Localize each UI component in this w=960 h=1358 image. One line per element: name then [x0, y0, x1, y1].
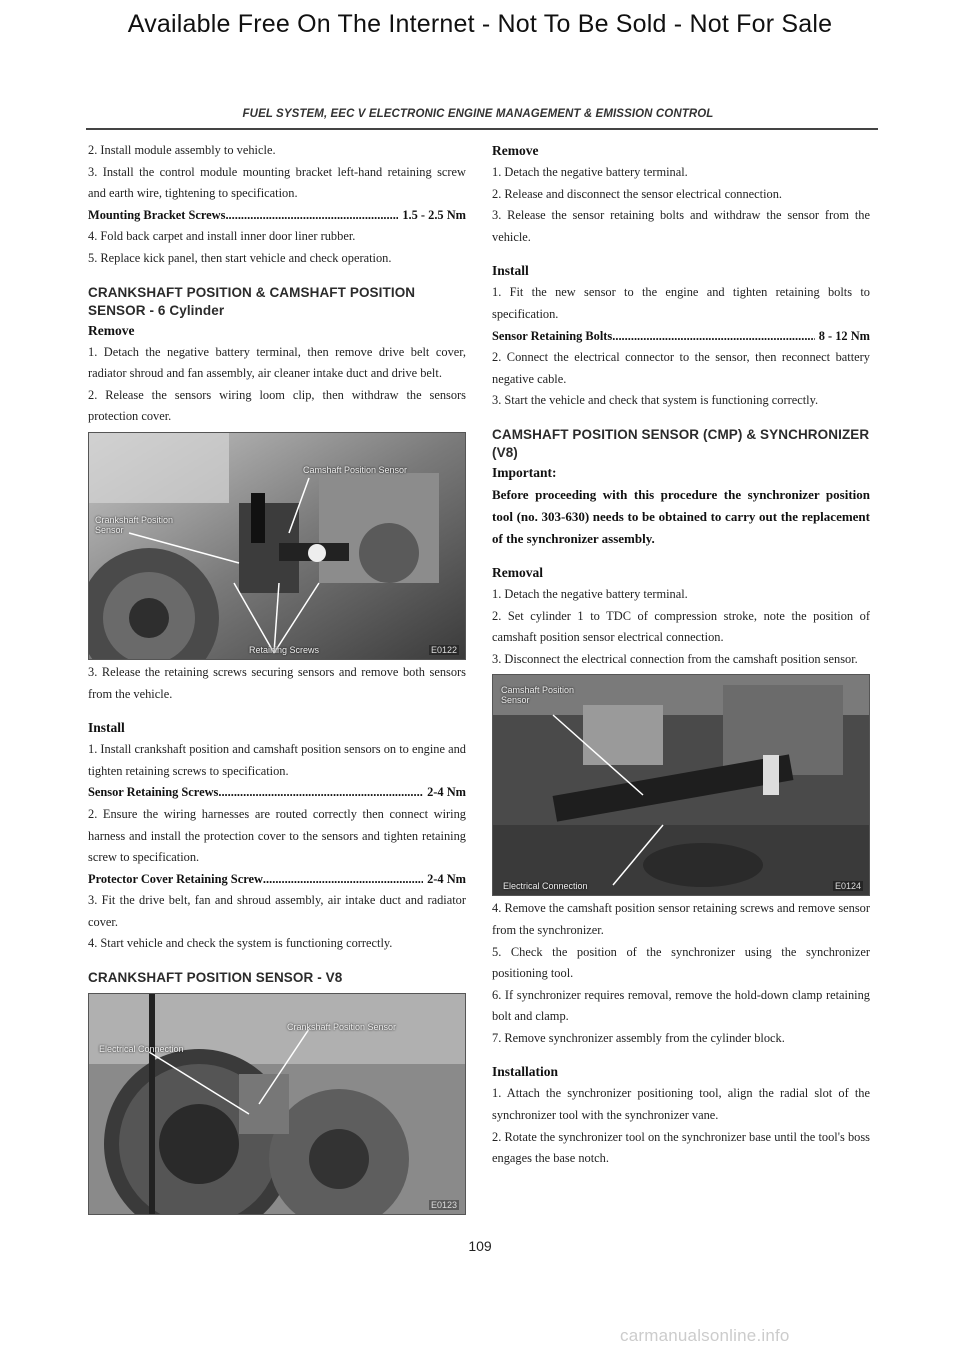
subheading-install: Install [88, 720, 125, 736]
paragraph: 4. Remove the camshaft position sensor retaining screws and remove sensor from the synchronizer. [492, 901, 870, 937]
paragraph: 3. Release the retaining screws securing sensors and remove both sensors from the vehicle. [88, 664, 466, 701]
engine-photo-v8-crank [88, 993, 466, 1215]
engine-photo-v8-cam [492, 674, 870, 896]
paragraph: 1. Attach the synchronizer positioning tool, align the radial slot of the synchronizer tool with the synchronizer vane. [492, 1086, 870, 1123]
photo-drawing [493, 675, 870, 896]
paragraph: 6. If synchronizer requires removal, remove the hold-down clamp retaining bolt and clamp. [492, 987, 870, 1024]
photo-label: Camshaft Position Sensor [501, 685, 575, 706]
section-title: CRANKSHAFT POSITION & CAMSHAFT POSITION SENSOR - 6 Cylinder [88, 284, 416, 318]
paragraph: 2. Release the sensors wiring loom clip, then withdraw the sensors protection cover. [88, 387, 466, 424]
paragraph: 2. Set cylinder 1 to TDC of compression stroke, note the position of camshaft position sensor electrical connection. [492, 608, 870, 645]
paragraph: 2. Rotate the synchronizer tool on the synchronizer base until the tool's boss engages the base notch. [492, 1129, 870, 1166]
leader-dots [218, 782, 423, 804]
figure-code: E0122 [430, 644, 457, 655]
spec-label: Sensor Retaining Bolts [492, 328, 613, 343]
subheading-installation: Installation [492, 1064, 559, 1080]
subheading-remove: Remove [88, 322, 135, 338]
leader-dots [612, 326, 814, 348]
paragraph: 1. Fit the new sensor to the engine and tighten retaining bolts to specification. [492, 285, 870, 321]
photo-label: Electrical Connection [503, 881, 588, 892]
photo-label: Retaining Screws [249, 644, 320, 655]
paragraph: 4. Fold back carpet and install inner door liner rubber. [88, 229, 356, 244]
torque-spec [88, 782, 466, 804]
paragraph: 1. Detach the negative battery terminal, then remove drive belt cover, radiator shroud and fan assembly, air cleaner intake duct and drive belt. [88, 344, 466, 381]
subheading-important: Important: [492, 464, 557, 480]
paragraph: 3. Fit the drive belt, fan and shroud assembly, air intake duct and radiator cover. [88, 893, 466, 929]
left-column [88, 140, 466, 1217]
paragraph: 3. Install the control module mounting bracket left-hand retaining screw and earth wire, tightening to specification. [88, 164, 466, 201]
paragraph: 1. Detach the negative battery terminal. [492, 586, 688, 601]
paragraph: 3. Release the sensor retaining bolts and withdraw the sensor from the vehicle. [492, 208, 870, 244]
paragraph: 5. Check the position of the synchronizer using the synchronizer positioning tool. [492, 944, 870, 981]
paragraph: 2. Connect the electrical connector to the sensor, then reconnect battery negative cable. [492, 350, 870, 386]
paragraph: 4. Start vehicle and check the system is functioning correctly. [88, 936, 393, 951]
header-rule [86, 128, 878, 130]
photo-label: Electrical Connection [99, 1044, 184, 1055]
section-title: CRANKSHAFT POSITION SENSOR - V8 [88, 970, 343, 986]
paragraph: 2. Release and disconnect the sensor electrical connection. [492, 186, 783, 201]
paragraph: 2. Install module assembly to vehicle. [88, 143, 276, 157]
spec-value: 1.5 - 2.5 Nm [402, 207, 466, 222]
important-note: Before proceeding with this procedure the synchronizer position tool (no. 303-630) needs to be obtained to carry out the replacement of the synchronizer assembly. [492, 486, 870, 546]
torque-spec [492, 326, 870, 348]
page-number: 109 [468, 1238, 492, 1254]
paragraph: 3. Start the vehicle and check that system is functioning correctly. [492, 393, 819, 408]
spec-value: 8 - 12 Nm [818, 328, 870, 343]
paragraph: 3. Disconnect the electrical connection from the camshaft position sensor. [492, 651, 858, 666]
paragraph: 5. Replace kick panel, then start vehicle and check operation. [88, 250, 392, 265]
leader-dots [225, 205, 398, 227]
figure-code: E0124 [834, 881, 861, 892]
spec-label: Mounting Bracket Screws [88, 207, 226, 222]
running-head: FUEL SYSTEM, EEC V ELECTRONIC ENGINE MANAGEMENT & EMISSION CONTROL [242, 108, 714, 120]
watermark-banner: Available Free On The Internet - Not To Be Sold - Not For Sale [127, 10, 833, 38]
spec-label: Protector Cover Retaining Screw [88, 871, 263, 886]
spec-value: 2-4 Nm [427, 785, 466, 800]
engine-photo-6cyl [88, 432, 466, 660]
photo-drawing [89, 433, 466, 660]
subheading-removal: Removal [492, 564, 543, 580]
subheading-remove: Remove [492, 143, 539, 158]
right-column [492, 140, 870, 1170]
figure-code: E0123 [430, 1200, 457, 1211]
photo-drawing [89, 994, 466, 1215]
footer-watermark: carmanualsonline.info [620, 1326, 790, 1345]
paragraph: 1. Detach the negative battery terminal. [492, 165, 688, 179]
torque-spec [88, 205, 466, 227]
photo-label: Crankshaft Position Sensor [287, 1022, 397, 1033]
leader-dots [263, 869, 423, 891]
paragraph: 1. Install crankshaft position and camshaft position sensors on to engine and tighten retaining screws to specification. [88, 742, 466, 778]
paragraph: 2. Ensure the wiring harnesses are routed correctly then connect wiring harness and install the protection cover to the sensors and tighten retaining screw to specification. [88, 806, 466, 865]
spec-label: Sensor Retaining Screws [88, 785, 219, 800]
section-title: CAMSHAFT POSITION SENSOR (CMP) & SYNCHRONIZER (V8) [492, 426, 870, 460]
paragraph: 7. Remove synchronizer assembly from the cylinder block. [492, 1030, 785, 1045]
photo-label: Crankshaft Position Sensor [95, 514, 174, 535]
subheading-install: Install [492, 263, 529, 279]
photo-label: Camshaft Position Sensor [303, 464, 408, 475]
torque-spec [88, 869, 466, 891]
spec-value: 2-4 Nm [427, 871, 466, 886]
